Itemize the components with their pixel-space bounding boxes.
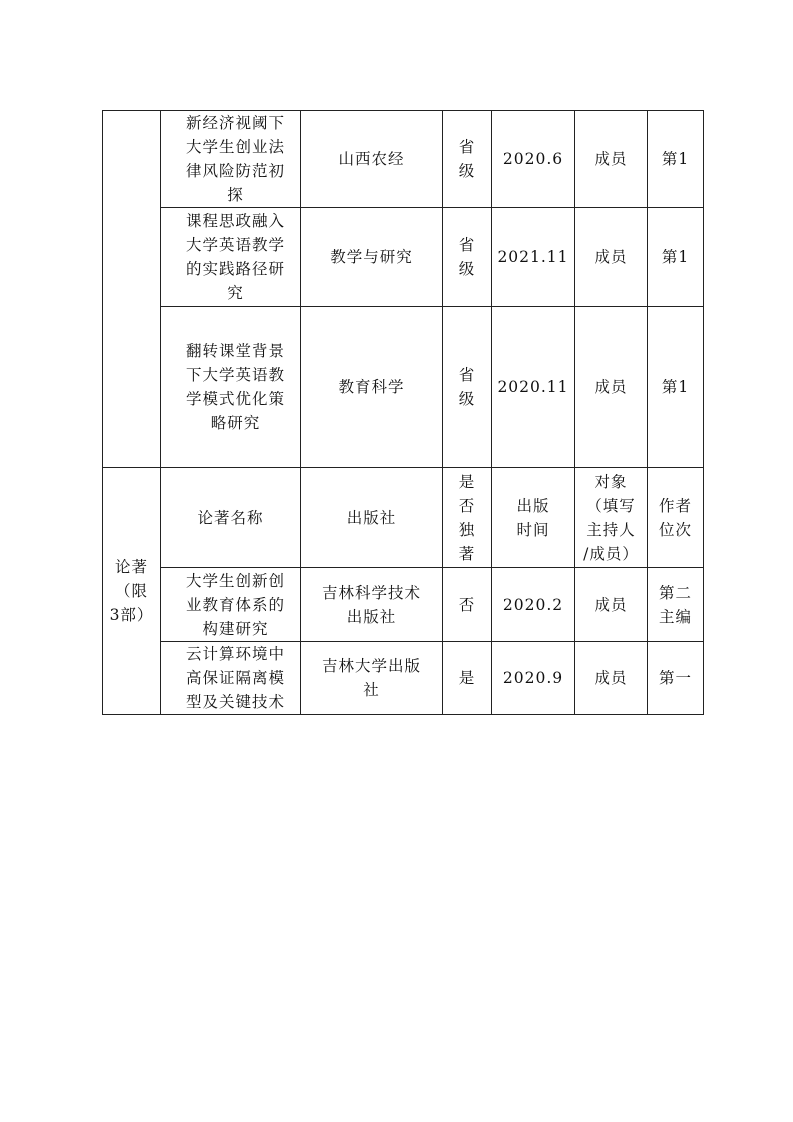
paper-date: 2020.11	[492, 307, 575, 468]
paper-level: 省 级	[443, 307, 492, 468]
book-name: 云计算环境中 高保证隔离模 型及关键技术	[161, 642, 301, 715]
paper-rank: 第1	[648, 208, 704, 307]
book-solo: 是	[443, 642, 492, 715]
books-header-rank: 作者 位次	[648, 468, 704, 568]
paper-journal: 山西农经	[301, 111, 443, 208]
table-row	[103, 208, 704, 307]
books-header-row	[103, 468, 704, 568]
papers-section-cell	[103, 111, 161, 468]
table-row	[103, 642, 704, 715]
paper-title: 翻转课堂背景 下大学英语教 学模式优化策 略研究	[161, 307, 301, 468]
book-solo: 否	[443, 568, 492, 642]
book-rank: 第一	[648, 642, 704, 715]
books-header-name: 论著名称	[161, 468, 301, 568]
books-header-publisher: 出版社	[301, 468, 443, 568]
paper-journal: 教育科学	[301, 307, 443, 468]
paper-date: 2020.6	[492, 111, 575, 208]
achievements-table	[102, 110, 704, 715]
book-date: 2020.9	[492, 642, 575, 715]
paper-role: 成员	[575, 307, 648, 468]
paper-role: 成员	[575, 208, 648, 307]
table-row	[103, 568, 704, 642]
paper-journal: 教学与研究	[301, 208, 443, 307]
paper-level: 省 级	[443, 208, 492, 307]
book-date: 2020.2	[492, 568, 575, 642]
table-row	[103, 111, 704, 208]
book-role: 成员	[575, 568, 648, 642]
books-header-solo: 是 否 独 著	[443, 468, 492, 568]
book-rank: 第二 主编	[648, 568, 704, 642]
book-role: 成员	[575, 642, 648, 715]
paper-rank: 第1	[648, 307, 704, 468]
books-header-date: 出版 时间	[492, 468, 575, 568]
paper-role: 成员	[575, 111, 648, 208]
paper-date: 2021.11	[492, 208, 575, 307]
paper-title: 新经济视阈下 大学生创业法 律风险防范初 探	[161, 111, 301, 208]
paper-title: 课程思政融入 大学英语教学 的实践路径研 究	[161, 208, 301, 307]
books-section-label: 论著 （限 3部）	[103, 468, 161, 715]
table-row	[103, 307, 704, 468]
book-publisher: 吉林科学技术 出版社	[301, 568, 443, 642]
paper-rank: 第1	[648, 111, 704, 208]
paper-level: 省 级	[443, 111, 492, 208]
book-name: 大学生创新创 业教育体系的 构建研究	[161, 568, 301, 642]
book-publisher: 吉林大学出版 社	[301, 642, 443, 715]
books-header-target: 对象 （填写 主持人 /成员）	[575, 468, 648, 568]
